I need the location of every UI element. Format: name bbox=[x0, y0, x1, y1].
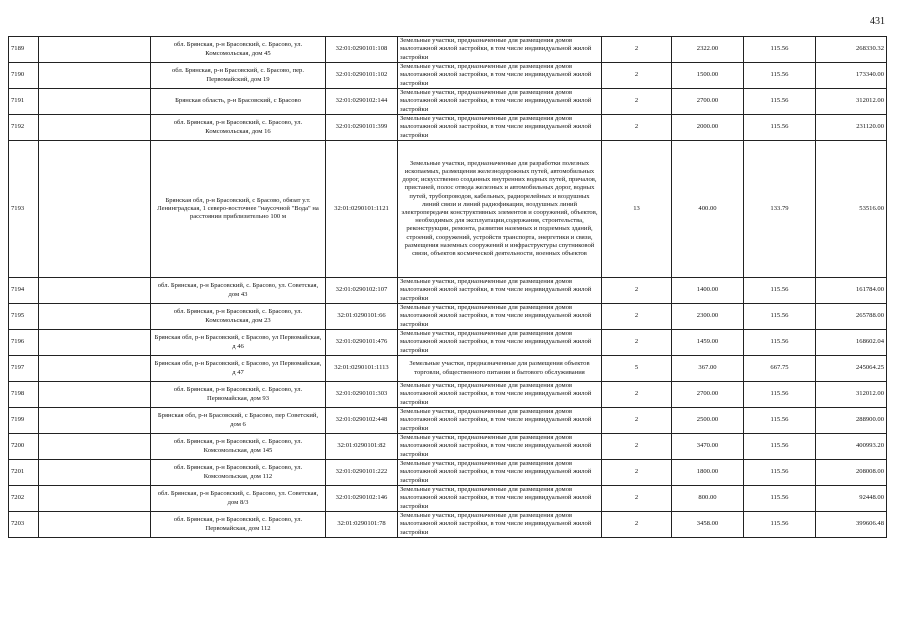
area-cell: 1459.00 bbox=[672, 330, 744, 356]
address-cell: обл. Брянская, р-н Брасовский, с. Брасово, ул. Комсомольская, дом 112 bbox=[151, 460, 326, 486]
empty-cell bbox=[39, 141, 151, 278]
category-cell: 2 bbox=[602, 330, 672, 356]
land-use-cell: Земельные участки, предназначенные для размещения домов малоэтажной жилой застройки, в том числе индивидуальной жилой застройки bbox=[398, 330, 602, 356]
cadastral-number-cell: 32:01:0290101:66 bbox=[326, 304, 398, 330]
rate-cell: 115.56 bbox=[744, 434, 816, 460]
cadastral-value-cell: 312012.00 bbox=[816, 89, 887, 115]
category-cell: 2 bbox=[602, 37, 672, 63]
category-cell: 2 bbox=[602, 486, 672, 512]
category-cell: 2 bbox=[602, 89, 672, 115]
empty-cell bbox=[39, 382, 151, 408]
empty-cell bbox=[39, 304, 151, 330]
table-row bbox=[9, 278, 887, 304]
table-row bbox=[9, 37, 887, 63]
row-number-cell: 7196 bbox=[9, 330, 39, 356]
rate-cell: 115.56 bbox=[744, 89, 816, 115]
row-number-cell: 7198 bbox=[9, 382, 39, 408]
table-row bbox=[9, 63, 887, 89]
address-cell: обл. Брянская, р-н Брасовский, с. Брасово, ул. Комсомольская, дом 23 bbox=[151, 304, 326, 330]
cadastral-number-cell: 32:01:0290102:448 bbox=[326, 408, 398, 434]
land-use-cell: Земельные участки, предназначенные для размещения домов малоэтажной жилой застройки, в том числе индивидуальной жилой застройки bbox=[398, 512, 602, 538]
category-cell: 13 bbox=[602, 141, 672, 278]
cadastral-number-cell: 32:01:0290101:1121 bbox=[326, 141, 398, 278]
table-row bbox=[9, 89, 887, 115]
category-cell: 5 bbox=[602, 356, 672, 382]
table-row bbox=[9, 304, 887, 330]
table-row bbox=[9, 141, 887, 278]
category-cell: 2 bbox=[602, 512, 672, 538]
land-use-cell: Земельные участки, предназначенные для размещения домов малоэтажной жилой застройки, в том числе индивидуальной жилой застройки bbox=[398, 278, 602, 304]
land-use-cell: Земельные участки, предназначенные для размещения домов малоэтажной жилой застройки, в том числе индивидуальной жилой застройки bbox=[398, 63, 602, 89]
cadastral-number-cell: 32:01:0290101:1113 bbox=[326, 356, 398, 382]
area-cell: 2500.00 bbox=[672, 408, 744, 434]
rate-cell: 115.56 bbox=[744, 63, 816, 89]
row-number-cell: 7200 bbox=[9, 434, 39, 460]
cadastral-value-cell: 208008.00 bbox=[816, 460, 887, 486]
address-cell: обл. Брянская, р-н Брасовский, с. Брасово, ул. Комсомольская, дом 45 bbox=[151, 37, 326, 63]
address-cell: обл. Брянская, р-н Брасовский, с. Брасово, ул. Первомайская, дом 112 bbox=[151, 512, 326, 538]
empty-cell bbox=[39, 460, 151, 486]
area-cell: 3470.00 bbox=[672, 434, 744, 460]
category-cell: 2 bbox=[602, 115, 672, 141]
address-cell: обл. Брянская, р-н Брасовский, с. Брасово, ул. Советская, дом 8/3 bbox=[151, 486, 326, 512]
row-number-cell: 7189 bbox=[9, 37, 39, 63]
cadastral-number-cell: 32:01:0290101:399 bbox=[326, 115, 398, 141]
address-cell: обл. Брянская, р-н Брасовский, с. Брасово, ул. Комсомольская, дом 16 bbox=[151, 115, 326, 141]
table-row bbox=[9, 330, 887, 356]
address-cell: обл. Брянская, р-н Брасовский, с. Брасово, пер. Первомайский, дом 19 bbox=[151, 63, 326, 89]
address-cell: Брянская обл, р-н Брасовский, с Брасово, обязат у.т. Ленинградская, 1 северо-восточнее "наусочной "Вода" на расстоянии приблизительно 100 м bbox=[151, 141, 326, 278]
area-cell: 1500.00 bbox=[672, 63, 744, 89]
cadastral-value-cell: 168602.04 bbox=[816, 330, 887, 356]
land-use-cell: Земельные участки, предназначенные для размещения домов малоэтажной жилой застройки, в том числе индивидуальной жилой застройки bbox=[398, 115, 602, 141]
area-cell: 1800.00 bbox=[672, 460, 744, 486]
category-cell: 2 bbox=[602, 434, 672, 460]
land-use-cell: Земельные участки, предназначенные для размещения домов малоэтажной жилой застройки, в том числе индивидуальной жилой застройки bbox=[398, 89, 602, 115]
cadastral-value-cell: 268330.32 bbox=[816, 37, 887, 63]
table-row bbox=[9, 408, 887, 434]
cadastral-value-cell: 161784.00 bbox=[816, 278, 887, 304]
table-row bbox=[9, 512, 887, 538]
cadastral-value-cell: 400993.20 bbox=[816, 434, 887, 460]
rate-cell: 133.79 bbox=[744, 141, 816, 278]
page-number: 431 bbox=[870, 16, 885, 27]
row-number-cell: 7193 bbox=[9, 141, 39, 278]
cadastral-number-cell: 32:01:0290101:476 bbox=[326, 330, 398, 356]
category-cell: 2 bbox=[602, 408, 672, 434]
cadastral-value-cell: 312012.00 bbox=[816, 382, 887, 408]
rate-cell: 667.75 bbox=[744, 356, 816, 382]
empty-cell bbox=[39, 115, 151, 141]
cadastral-value-cell: 288900.00 bbox=[816, 408, 887, 434]
row-number-cell: 7202 bbox=[9, 486, 39, 512]
rate-cell: 115.56 bbox=[744, 278, 816, 304]
table-row bbox=[9, 115, 887, 141]
area-cell: 2300.00 bbox=[672, 304, 744, 330]
row-number-cell: 7197 bbox=[9, 356, 39, 382]
empty-cell bbox=[39, 63, 151, 89]
empty-cell bbox=[39, 486, 151, 512]
cadastral-number-cell: 32:01:0290101:108 bbox=[326, 37, 398, 63]
area-cell: 2700.00 bbox=[672, 89, 744, 115]
area-cell: 400.00 bbox=[672, 141, 744, 278]
land-use-cell: Земельные участки, предназначенные для размещения объектов торговли, общественного питания и бытового обслуживания bbox=[398, 356, 602, 382]
cadastral-number-cell: 32:01:0290101:78 bbox=[326, 512, 398, 538]
row-number-cell: 7195 bbox=[9, 304, 39, 330]
cadastral-number-cell: 32:01:0290102:146 bbox=[326, 486, 398, 512]
cadastral-number-cell: 32:01:0290101:102 bbox=[326, 63, 398, 89]
cadastral-number-cell: 32:01:0290101:222 bbox=[326, 460, 398, 486]
address-cell: обл. Брянская, р-н Брасовский, с. Брасово, ул. Комсомольская, дом 145 bbox=[151, 434, 326, 460]
address-cell: обл. Брянская, р-н Брасовский, с. Брасово, ул. Советская, дом 43 bbox=[151, 278, 326, 304]
cadastral-value-cell: 399606.48 bbox=[816, 512, 887, 538]
address-cell: Брянская обл, р-н Брасовский, с Брасово, ул Первомайская, д 47 bbox=[151, 356, 326, 382]
rate-cell: 115.56 bbox=[744, 115, 816, 141]
land-use-cell: Земельные участки, предназначенные для размещения домов малоэтажной жилой застройки, в том числе индивидуальной жилой застройки bbox=[398, 304, 602, 330]
rate-cell: 115.56 bbox=[744, 37, 816, 63]
land-registry-table bbox=[8, 36, 887, 538]
rate-cell: 115.56 bbox=[744, 304, 816, 330]
cadastral-value-cell: 53516.00 bbox=[816, 141, 887, 278]
empty-cell bbox=[39, 37, 151, 63]
area-cell: 1400.00 bbox=[672, 278, 744, 304]
rate-cell: 115.56 bbox=[744, 408, 816, 434]
table-row bbox=[9, 356, 887, 382]
land-use-cell: Земельные участки, предназначенные для размещения домов малоэтажной жилой застройки, в том числе индивидуальной жилой застройки bbox=[398, 486, 602, 512]
address-cell: обл. Брянская, р-н Брасовский, с. Брасово, ул. Первомайская, дом 93 bbox=[151, 382, 326, 408]
cadastral-value-cell: 231120.00 bbox=[816, 115, 887, 141]
cadastral-value-cell: 245064.25 bbox=[816, 356, 887, 382]
row-number-cell: 7203 bbox=[9, 512, 39, 538]
category-cell: 2 bbox=[602, 460, 672, 486]
land-use-cell: Земельные участки, предназначенные для размещения домов малоэтажной жилой застройки, в том числе индивидуальной жилой застройки bbox=[398, 37, 602, 63]
rate-cell: 115.56 bbox=[744, 460, 816, 486]
empty-cell bbox=[39, 330, 151, 356]
cadastral-number-cell: 32:01:0290101:82 bbox=[326, 434, 398, 460]
row-number-cell: 7194 bbox=[9, 278, 39, 304]
address-cell: Брянская область, р-н Брасовский, с Брасово bbox=[151, 89, 326, 115]
area-cell: 2000.00 bbox=[672, 115, 744, 141]
cadastral-value-cell: 265788.00 bbox=[816, 304, 887, 330]
empty-cell bbox=[39, 434, 151, 460]
cadastral-value-cell: 92448.00 bbox=[816, 486, 887, 512]
category-cell: 2 bbox=[602, 304, 672, 330]
table-body bbox=[9, 37, 887, 538]
cadastral-number-cell: 32:01:0290102:107 bbox=[326, 278, 398, 304]
cadastral-number-cell: 32:01:0290101:303 bbox=[326, 382, 398, 408]
empty-cell bbox=[39, 512, 151, 538]
row-number-cell: 7190 bbox=[9, 63, 39, 89]
area-cell: 800.00 bbox=[672, 486, 744, 512]
table-row bbox=[9, 486, 887, 512]
row-number-cell: 7201 bbox=[9, 460, 39, 486]
area-cell: 2322.00 bbox=[672, 37, 744, 63]
empty-cell bbox=[39, 356, 151, 382]
table-row bbox=[9, 434, 887, 460]
cadastral-number-cell: 32:01:0290102:144 bbox=[326, 89, 398, 115]
table-row bbox=[9, 460, 887, 486]
table-row bbox=[9, 382, 887, 408]
rate-cell: 115.56 bbox=[744, 486, 816, 512]
address-cell: Брянская обл, р-н Брасовский, с Брасово, ул Первомайская, д 46 bbox=[151, 330, 326, 356]
rate-cell: 115.56 bbox=[744, 382, 816, 408]
rate-cell: 115.56 bbox=[744, 330, 816, 356]
area-cell: 2700.00 bbox=[672, 382, 744, 408]
land-use-cell: Земельные участки, предназначенные для размещения домов малоэтажной жилой застройки, в том числе индивидуальной жилой застройки bbox=[398, 408, 602, 434]
row-number-cell: 7192 bbox=[9, 115, 39, 141]
cadastral-value-cell: 173340.00 bbox=[816, 63, 887, 89]
rate-cell: 115.56 bbox=[744, 512, 816, 538]
land-use-cell: Земельные участки, предназначенные для размещения домов малоэтажной жилой застройки, в том числе индивидуальной жилой застройки bbox=[398, 460, 602, 486]
empty-cell bbox=[39, 408, 151, 434]
category-cell: 2 bbox=[602, 63, 672, 89]
land-use-cell: Земельные участки, предназначенные для размещения домов малоэтажной жилой застройки, в том числе индивидуальной жилой застройки bbox=[398, 382, 602, 408]
area-cell: 3458.00 bbox=[672, 512, 744, 538]
empty-cell bbox=[39, 89, 151, 115]
address-cell: Брянская обл, р-н Брасовский, с Брасово, пер Советский, дом 6 bbox=[151, 408, 326, 434]
row-number-cell: 7191 bbox=[9, 89, 39, 115]
area-cell: 367.00 bbox=[672, 356, 744, 382]
row-number-cell: 7199 bbox=[9, 408, 39, 434]
empty-cell bbox=[39, 278, 151, 304]
category-cell: 2 bbox=[602, 278, 672, 304]
land-use-cell: Земельные участки, предназначенные для размещения домов малоэтажной жилой застройки, в том числе индивидуальной жилой застройки bbox=[398, 434, 602, 460]
category-cell: 2 bbox=[602, 382, 672, 408]
land-use-cell: Земельные участки, предназначенные для разработки полезных ископаемых, размещения железнодорожных путей, автомобильных дорог, искусственно созданных внутренних водных путей, причалов, пристаней, полос отвода железных и автомобильных дорог, водных путей, трубопроводов, кабельных, радиорелейных и воздушных линий связи и линий радиофикации, воздушных линий электропередачи конструктивных элементов и сооружений, объектов, необходимых для эксплуатации,содержания, строительства, реконструкции, ремонта, развития наземных и подземных зданий, строений, сооружений, устройств транспорта, энергетики и связи, размещения наземных сооружений и инфраструктуры спутниковой связи, объектов космической деятельности, военных объектов bbox=[398, 141, 602, 278]
